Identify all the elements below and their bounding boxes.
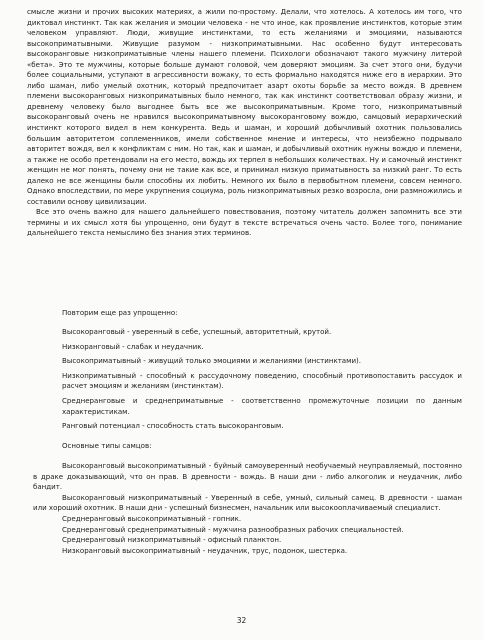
type-item: Высокоранговый низкоприматывный - Уверенный в себе, умный, сильный самец. В древности - шаман или хороший охотник. В наши дни - успешный бизнесмен, начальник или высокооплачиваемый специалист. [33, 492, 462, 513]
type-item: Среднеранговый низкоприматывный - офисный планктон. [62, 535, 282, 545]
type-item: Среднеранговый среднеприматывный - мужчина разнообразных рабочих специальностей. [62, 524, 404, 534]
page-number: 32 [236, 616, 247, 625]
body-text [27, 7, 462, 239]
definition-item: Среднеранговые и среднеприматывные - соответственно промежуточные позиции по данным характеристикам. [62, 395, 462, 416]
definitions-list [62, 327, 462, 417]
definition-item: Высокоранговый - уверенный в себе, успешный, авторитетный, крутой. [62, 327, 332, 336]
section-heading: Основные типы самцов: [62, 441, 152, 450]
definition-item: Низкоранговый - слабак и неудачник. [62, 341, 204, 351]
type-item: Низкоранговый высокоприматывный - неудачник, трус, подонок, шестерка. [62, 545, 348, 555]
type-item: Среднеранговый высокоприматывный - гопник. [62, 513, 242, 523]
paragraph: смысле жизни и прочих высоких материях, а жили по-простому. Делали, что хотелось. А хотелось им того, что диктовал инстинкт. Так как желания и эмоции человека - не что иное, как проявление инстинктов, которые этим человеком управляют. Люди, живущие инстинктами, то есть желаниями и эмоциями, называются высокоприматывными. Живущие разумом - низкоприматывными. Нас особенно будут интересовать высокоранговые низкоприматывные члены нашего племени. Психологи обозначают такого мужчину литерой «бета». Это те мужчины, которые больше думают головой, чем доверяют эмоциям. За счет этого они, будучи более социальными, уступают в агрессивности вожаку, то есть формально находятся ниже его в иерархии. Это либо шаман, либо умелый охотник, который предпочитает азарт охоты борьбе за место вождя. В древнем племени высокоранговых низкоприматывных было немного, так как инстинкт соответствовал образу жизни, и древнему человеку было выгоднее быть все же высокоприматывным. Кроме того, низкоприматывный высокоранговый очень не нравился высокоприматывному высокоранговому вождю, самцовый иерархический инстинкт которого видел в нем конкурента. Ведь и шаман, и хороший добычливый охотник пользовались большим авторитетом соплеменников, имели собственное мнение и интересы, что неизбежно подрывало авторитет вождя, вел к конфликтам с ним. Но так, как и шаман, и добычливый охотник нужны вождю и племени, а также не особо претендовали на его место, вождь их терпел в небольших количествах. Ну и самочный инстинкт женщин не мог понять, почему они не такие как все, и принимал низкую приматывность за низкий ранг. То есть далеко не все женщины были способны их любить. Немного их было в первобытном племени, совсем немного. Однако впоследствии, по мере укрупнения социума, роль низкоприматывных резко возросла, они размножились и составили основу цивилизации. [27, 7, 462, 206]
definition-item: Высокоприматывный - живущий только эмоциями и желаниями (инстинктами). [62, 356, 362, 366]
potential-definition: Ранговый потенциал - способность стать высокоранговым. [62, 421, 284, 430]
types-list [33, 461, 462, 556]
paragraph: Все это очень важно для нашего дальнейшего повествования, поэтому читатель должен запомнить все эти термины и их смысл хотя бы упрощенно, они будут в тексте встречаться очень часто. Более того, понимание дальнейшего текста немыслимо без знания этих терминов. [27, 207, 462, 238]
definition-item: Низкоприматывный - способный к рассудочному поведению, способный противопоставить рассудок и расчет эмоциям и желаниям (инстинктам). [62, 370, 462, 391]
type-item: Высокоранговый высокоприматывный - буйный самоуверенный необучаемый неуправляемый, постоянно в драке доказывающий, что он прав. В древности - вождь. В наши дни - либо алкоголик и неудачник, либо бандит. [33, 461, 462, 492]
section-heading: Повторим еще раз упрощенно: [62, 308, 178, 317]
